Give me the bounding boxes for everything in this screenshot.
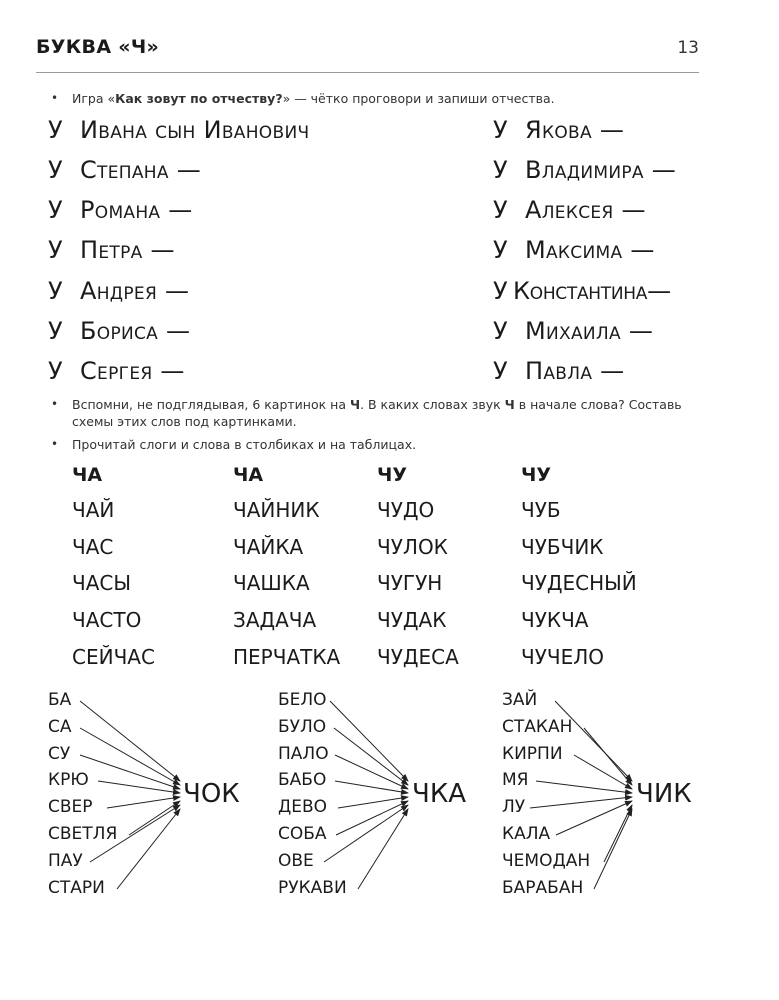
column-header-chu-2: ЧУ [521, 464, 552, 486]
syllable: ОВЕ [278, 851, 314, 871]
patronymic-left-4: У Петра — [48, 236, 175, 264]
syllable: ЧЕМОДАН [502, 851, 591, 871]
column-word: ЧУДО [377, 498, 435, 522]
column-word: ЗАДАЧА [233, 608, 317, 632]
syllable: СОБА [278, 824, 327, 844]
arrow-line [335, 755, 408, 789]
syllable: РУКАВИ [278, 878, 347, 898]
arrow-line [536, 781, 632, 793]
arrow-line [80, 755, 180, 789]
column-word: ЧУГУН [377, 571, 443, 595]
column-word: ЧАЙНИК [233, 498, 320, 522]
column-word: СЕЙЧАС [72, 645, 155, 669]
column-word: ЧУКЧА [521, 608, 589, 632]
column-word: ЧАЙКА [233, 535, 304, 559]
arrow-line [556, 801, 632, 835]
column-word: ЧАСЫ [72, 571, 132, 595]
arrow-line [80, 728, 180, 785]
arrow-line [324, 805, 408, 862]
patronymic-right-2: У Владимира — [493, 156, 677, 184]
syllable: СВЕТЛЯ [48, 824, 118, 844]
column-word: ПЕРЧАТКА [233, 645, 341, 669]
syllable: СУ [48, 744, 71, 764]
bullet: • [51, 437, 59, 451]
column-word: ЧУЧЕЛО [521, 645, 605, 669]
column-word: ЧАС [72, 535, 114, 559]
bullet: • [51, 91, 59, 105]
column-word: ЧУБЧИК [521, 535, 604, 559]
arrow-line [584, 728, 632, 785]
instruction-pictures: • Вспомни, не подглядывая, 6 картинок на Ч. В каких словах звук Ч в начале слова? Составь схемы этих слов под картинками. [51, 397, 682, 429]
column-word: ЧУДЕСА [377, 645, 459, 669]
column-word: ЧУДАК [377, 608, 447, 632]
suffix-chok: ЧОК [183, 779, 240, 809]
patronymic-left-1: У Ивана сын Иванович [48, 116, 310, 144]
patronymic-right-7: У Павла — [493, 357, 625, 385]
syllable: КРЮ [48, 770, 89, 790]
syllable: СВЕР [48, 797, 93, 817]
patronymic-left-7: У Сергея — [48, 357, 185, 385]
arrow-line [334, 728, 408, 785]
suffix-chik: ЧИК [636, 779, 692, 809]
page-number: 13 [677, 38, 699, 58]
column-header-cha-2: ЧА [233, 464, 264, 486]
syllable: ЗАЙ [502, 690, 538, 710]
syllable: СТАРИ [48, 878, 105, 898]
arrow-line [117, 809, 180, 889]
patronymic-right-4: У Максима — [493, 236, 655, 264]
column-header-chu-1: ЧУ [377, 464, 408, 486]
arrow-line [90, 805, 180, 862]
patronymic-right-6: У Михаила — [493, 317, 654, 345]
arrow-line [594, 809, 632, 889]
syllable: МЯ [502, 770, 529, 790]
bullet: • [51, 397, 59, 411]
column-word: ЧАСТО [72, 608, 142, 632]
syllable: ПАУ [48, 851, 83, 871]
suffix-chka: ЧКА [412, 779, 467, 809]
arrow-line [107, 797, 180, 808]
arrow-line [530, 797, 632, 808]
arrow-line [335, 781, 408, 793]
patronymic-left-3: У Романа — [48, 196, 193, 224]
column-word: ЧАШКА [233, 571, 310, 595]
instruction-read: • Прочитай слоги и слова в столбиках и на таблицах. [51, 437, 417, 452]
arrow-line [330, 701, 408, 781]
column-word: ЧАЙ [72, 498, 115, 522]
syllable: ПАЛО [278, 744, 329, 764]
syllable: БА [48, 690, 72, 710]
patronymic-left-5: У Андрея — [48, 277, 190, 305]
patronymic-left-2: У Степана — [48, 156, 202, 184]
arrow-line [98, 781, 180, 793]
patronymic-right-1: У Якова — [493, 116, 625, 144]
syllable: КИРПИ [502, 744, 563, 764]
syllable: КАЛА [502, 824, 551, 844]
syllable: БУЛО [278, 717, 327, 737]
syllable: ЛУ [502, 797, 526, 817]
column-word: ЧУБ [521, 498, 561, 522]
arrow-line [555, 701, 632, 781]
arrow-line [604, 805, 632, 862]
syllable: СА [48, 717, 72, 737]
patronymic-right-3: У Алексея — [493, 196, 646, 224]
page-title: БУКВА «Ч» [36, 36, 160, 58]
patronymic-right-5: У Константина— [493, 277, 671, 305]
syllable: БАРАБАН [502, 878, 584, 898]
instruction-game: • Игра «Как зовут по отчеству?» — чётко проговори и запиши отчества. [51, 91, 555, 106]
syllable: ДЕВО [278, 797, 328, 817]
patronymic-left-6: У Бориса — [48, 317, 191, 345]
column-header-cha-1: ЧА [72, 464, 103, 486]
column-word: ЧУДЕСНЫЙ [521, 571, 637, 595]
column-word: ЧУЛОК [377, 535, 448, 559]
syllable: БЕЛО [278, 690, 327, 710]
arrow-line [80, 701, 180, 781]
syllable: БАБО [278, 770, 327, 790]
syllable: СТАКАН [502, 717, 573, 737]
game-name: Как зовут по отчеству? [115, 91, 283, 106]
